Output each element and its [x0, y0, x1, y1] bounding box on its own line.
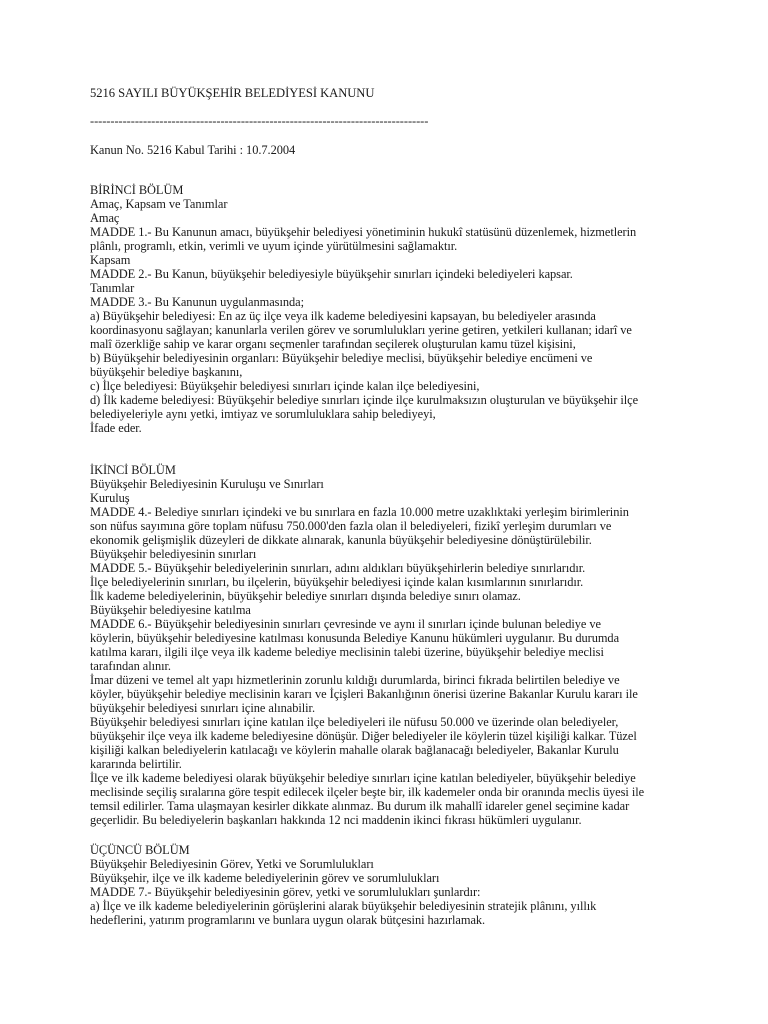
article-text: büyükşehir belediye başkanını,: [90, 365, 243, 379]
article-text: MADDE 1.- Bu Kanunun amacı, büyükşehir belediyesi yönetiminin hukukî statüsünü düzenlemek, hizmetlerin: [90, 225, 637, 239]
document-page: [90, 0, 690, 1024]
article-text: a) İlçe ve ilk kademe belediyelerinin görüşlerini alarak büyükşehir belediyesinin stratejik plânını, yıllık: [90, 899, 597, 913]
section-heading: İKİNCİ BÖLÜM: [90, 463, 176, 477]
article-text: koordinasyonu sağlayan; kanunlarla verilen görev ve sorumlulukları yerine getiren, yetkileri kullanan; idarî ve: [90, 323, 632, 337]
article-text: İlçe belediyelerinin sınırları, bu ilçelerin, büyükşehir belediyesi içinde kalan kısımlarının sınırlarıdır.: [90, 575, 584, 589]
article-text: köylerin, büyükşehir belediyesine katılması konusunda Belediye Kanunu hükümleri uygulanır. Bu durumda: [90, 631, 620, 645]
law-info: Kanun No. 5216 Kabul Tarihi : 10.7.2004: [90, 143, 296, 157]
article-text: İfade eder.: [90, 421, 142, 435]
article-heading: Büyükşehir, ilçe ve ilk kademe belediyelerinin görev ve sorumlulukları: [90, 871, 440, 885]
article-text: geçerlidir. Bu belediyelerin başkanları hakkında 12 nci maddenin ikinci fıkrası hükümleri uygulanır.: [90, 813, 582, 827]
article-text: tarafından alınır.: [90, 659, 171, 673]
article-heading: Kuruluş: [90, 491, 130, 505]
article-text: MADDE 3.- Bu Kanunun uygulanmasında;: [90, 295, 304, 309]
article-text: MADDE 7.- Büyükşehir belediyesinin görev, yetki ve sorumlulukları şunlardır:: [90, 885, 481, 899]
section-subtitle: Büyükşehir Belediyesinin Kuruluşu ve Sınırları: [90, 477, 324, 491]
document-title: 5216 SAYILI BÜYÜKŞEHİR BELEDİYESİ KANUNU: [90, 86, 375, 100]
article-text: malî özerkliğe sahip ve karar organı seçmenler tarafından seçilerek oluşturulan kamu tüzel kişisini,: [90, 337, 576, 351]
article-heading: Kapsam: [90, 253, 131, 267]
article-text: kişiliği kalkan belediyelerin katılacağı ve köylerin mahalle olarak bağlanacağı belediyeler, Bakanlar Kurulu: [90, 743, 619, 757]
article-text: b) Büyükşehir belediyesinin organları: Büyükşehir belediye meclisi, büyükşehir belediye encümeni ve: [90, 351, 593, 365]
article-heading: Amaç: [90, 211, 120, 225]
section-subtitle: Büyükşehir Belediyesinin Görev, Yetki ve Sorumlulukları: [90, 857, 374, 871]
article-text: meclisinde seçiliş sıralarına göre tespit edilecek ilçeler beşte bir, ilk kademeler onda bir oranında meclis üyesi ile: [90, 785, 645, 799]
section-heading: BİRİNCİ BÖLÜM: [90, 183, 184, 197]
article-text: temsil edilirler. Tama ulaşmayan kesirler dikkate alınmaz. Bu durum ilk mahallî idareler genel seçimine kadar: [90, 799, 630, 813]
article-text: İlçe ve ilk kademe belediyesi olarak büyükşehir belediye sınırları içine katılan belediyeler, büyükşehir belediye: [90, 771, 636, 785]
article-text: c) İlçe belediyesi: Büyükşehir belediyesi sınırları içinde kalan ilçe belediyesini,: [90, 379, 480, 393]
article-text: a) Büyükşehir belediyesi: En az üç ilçe veya ilk kademe belediyesini kapsayan, bu belediyeler arasında: [90, 309, 596, 323]
article-text: MADDE 4.- Belediye sınırları içindeki ve bu sınırlara en fazla 10.000 metre uzaklıktaki yerleşim birimlerinin: [90, 505, 629, 519]
article-text: kararında belirtilir.: [90, 757, 182, 771]
separator-line: -----------------------------------------------------------------------------------: [90, 114, 429, 128]
article-text: İmar düzeni ve temel alt yapı hizmetlerinin zorunlu kıldığı durumlarda, birinci fıkrada belirtilen belediye ve: [90, 673, 620, 687]
article-text: MADDE 6.- Büyükşehir belediyesinin sınırları çevresinde ve aynı il sınırları içinde bulunan belediye ve: [90, 617, 601, 631]
article-heading: Büyükşehir belediyesinin sınırları: [90, 547, 257, 561]
article-text: belediyeleriyle aynı yetki, imtiyaz ve sorumluluklara sahip belediyeyi,: [90, 407, 436, 421]
article-text: büyükşehir belediyesi sınırları içine alınabilir.: [90, 701, 315, 715]
article-text: d) İlk kademe belediyesi: Büyükşehir belediye sınırları içinde ilçe kurulmaksızın oluşturulan ve büyükşehir ilçe: [90, 393, 639, 407]
article-text: son nüfus sayımına göre toplam nüfusu 750.000'den fazla olan il belediyeleri, fizikî yerleşim durumları ve: [90, 519, 612, 533]
section-subtitle: Amaç, Kapsam ve Tanımlar: [90, 197, 228, 211]
article-text: büyükşehir ilçe veya ilk kademe belediyesine dönüşür. Diğer belediyeler ile köylerin tüzel kişiliği kalkar. Tüzel: [90, 729, 637, 743]
article-text: plânlı, programlı, etkin, verimli ve uyum içinde yürütülmesini sağlamaktır.: [90, 239, 458, 253]
article-text: köyler, büyükşehir belediye meclisinin kararı ve İçişleri Bakanlığının önerisi üzerine Bakanlar Kurulu kararı ile: [90, 687, 638, 701]
article-heading: Tanımlar: [90, 281, 135, 295]
article-text: Büyükşehir belediyesi sınırları içine katılan ilçe belediyeleri ile nüfusu 50.000 ve üzerinde olan belediyeler,: [90, 715, 619, 729]
section-heading: ÜÇÜNCÜ BÖLÜM: [90, 843, 190, 857]
article-text: katılma kararı, ilgili ilçe veya ilk kademe belediye meclisinin talebi üzerine, büyükşehir belediye meclisi: [90, 645, 604, 659]
article-text: MADDE 2.- Bu Kanun, büyükşehir belediyesiyle büyükşehir sınırları içindeki belediyeleri kapsar.: [90, 267, 573, 281]
article-text: İlk kademe belediyelerinin, büyükşehir belediye sınırları dışında belediye sınırı olamaz.: [90, 589, 521, 603]
article-text: MADDE 5.- Büyükşehir belediyelerinin sınırları, adını aldıkları büyükşehirlerin belediye sınırlarıdır.: [90, 561, 586, 575]
article-heading: Büyükşehir belediyesine katılma: [90, 603, 251, 617]
article-text: hedeflerini, yatırım programlarını ve bunlara uygun olarak bütçesini hazırlamak.: [90, 913, 486, 927]
article-text: ekonomik gelişmişlik düzeyleri de dikkate alınarak, kanunla büyükşehir belediyesine dönüştürülebilir.: [90, 533, 592, 547]
